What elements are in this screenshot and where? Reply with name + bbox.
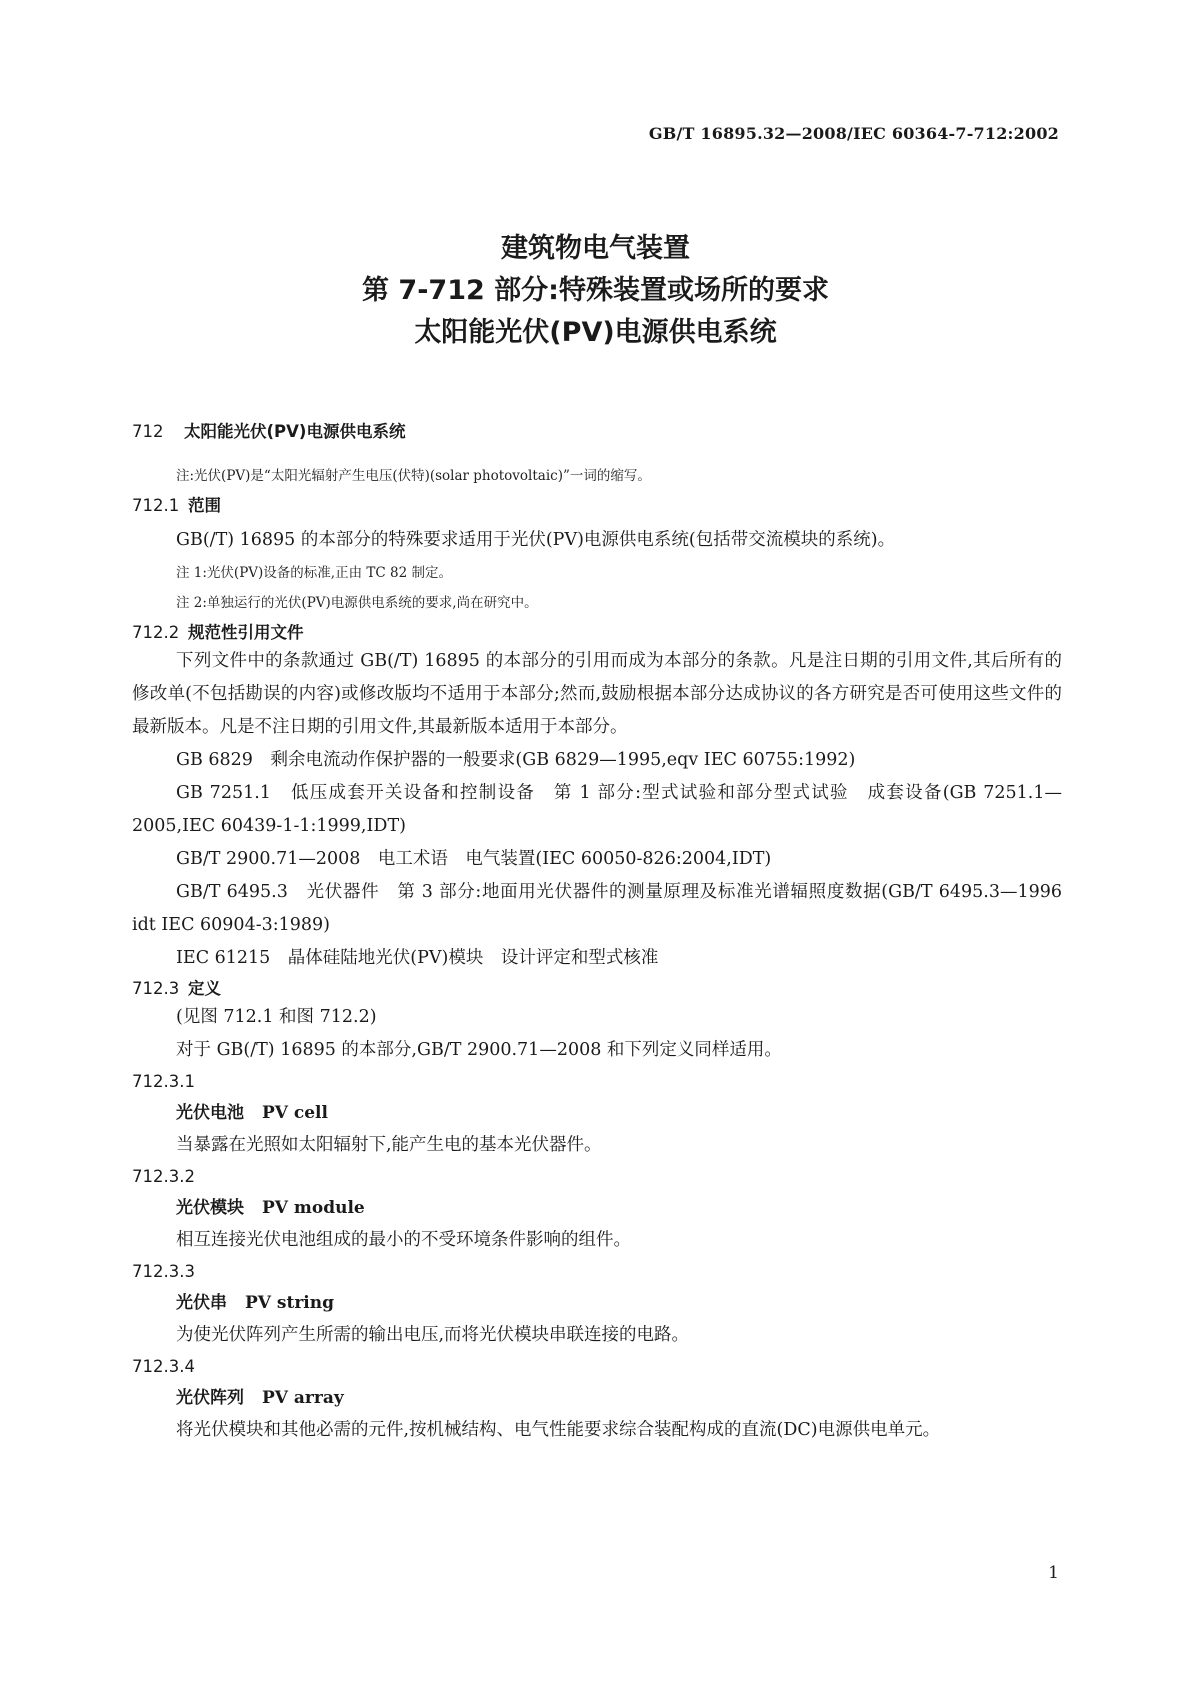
- section-note: 注:光伏(PV)是“太阳光辐射产生电压(伏特)(solar photovoltaic)”一词的缩写。: [176, 468, 651, 484]
- title-line-2: 第 7-712 部分:特殊装置或场所的要求: [362, 275, 829, 306]
- page-number: 1: [1048, 1563, 1059, 1583]
- scope-text: GB(/T) 16895 的本部分的特殊要求适用于光伏(PV)电源供电系统(包括带交流模块的系统)。: [176, 530, 896, 550]
- section-title: 太阳能光伏(PV)电源供电系统: [184, 422, 406, 441]
- section-number: 712.1: [132, 496, 180, 515]
- term-title: 光伏模块 PV module: [176, 1198, 365, 1218]
- section-heading-definitions: [132, 975, 1062, 999]
- reference-item: GB/T 2900.71—2008 电工术语 电气装置(IEC 60050-826:2004,IDT): [176, 849, 772, 869]
- term-title: 光伏串 PV string: [176, 1293, 334, 1313]
- section-title: 定义: [188, 979, 221, 998]
- term-number: 712.3.1: [132, 1072, 195, 1091]
- section-title: 范围: [188, 496, 221, 515]
- section-title: 规范性引用文件: [188, 623, 304, 642]
- references-intro: 下列文件中的条款通过 GB(/T) 16895 的本部分的引用而成为本部分的条款。凡是注日期的引用文件,其后所有的修改单(不包括勘误的内容)或修改版均不适用于本部分;然而,鼓励根据本部分达成协议的各方研究是否可使用这些文件的最新版本。凡是不注日期的引用文件,其最新版本适用于本部分。: [132, 651, 1062, 737]
- term-definition: 为使光伏阵列产生所需的输出电压,而将光伏模块串联连接的电路。: [176, 1325, 690, 1345]
- reference-item: GB/T 6495.3 光伏器件 第 3 部分:地面用光伏器件的测量原理及标准光谱辐照度数据(GB/T 6495.3—1996 idt IEC 60904-3:1989): [132, 882, 1062, 935]
- title-line-1: 建筑物电气装置: [501, 233, 690, 264]
- title-line-3: 太阳能光伏(PV)电源供电系统: [414, 317, 777, 348]
- definitions-see-figures: (见图 712.1 和图 712.2): [176, 1007, 377, 1027]
- term-title: 光伏电池 PV cell: [176, 1103, 328, 1123]
- section-number: 712: [132, 422, 164, 441]
- section-heading-scope: [132, 492, 1062, 516]
- definitions-intro: 对于 GB(/T) 16895 的本部分,GB/T 2900.71—2008 和下列定义同样适用。: [176, 1040, 782, 1060]
- document-body: [132, 418, 1062, 1447]
- term-definition: 当暴露在光照如太阳辐射下,能产生电的基本光伏器件。: [176, 1135, 602, 1155]
- section-heading-712: [132, 418, 1062, 442]
- standard-number: GB/T 16895.32—2008/IEC 60364-7-712:2002: [648, 124, 1059, 143]
- scope-note-1: 注 1:光伏(PV)设备的标准,正由 TC 82 制定。: [176, 565, 452, 581]
- document-title: [0, 228, 1191, 354]
- section-heading-references: [132, 619, 1062, 643]
- reference-item: IEC 61215 晶体硅陆地光伏(PV)模块 设计评定和型式核准: [176, 948, 659, 968]
- scope-note-2: 注 2:单独运行的光伏(PV)电源供电系统的要求,尚在研究中。: [176, 595, 538, 611]
- term-definition: 相互连接光伏电池组成的最小的不受环境条件影响的组件。: [176, 1230, 631, 1250]
- term-number: 712.3.2: [132, 1167, 195, 1186]
- reference-item: GB 6829 剩余电流动作保护器的一般要求(GB 6829—1995,eqv IEC 60755:1992): [176, 750, 856, 770]
- term-number: 712.3.3: [132, 1262, 195, 1281]
- term-title: 光伏阵列 PV array: [176, 1388, 344, 1408]
- term-number: 712.3.4: [132, 1357, 195, 1376]
- section-number: 712.2: [132, 623, 180, 642]
- term-definition: 将光伏模块和其他必需的元件,按机械结构、电气性能要求综合装配构成的直流(DC)电源供电单元。: [176, 1420, 941, 1440]
- reference-item: GB 7251.1 低压成套开关设备和控制设备 第 1 部分:型式试验和部分型式试验 成套设备(GB 7251.1—2005,IEC 60439-1-1:1999,IDT): [132, 783, 1062, 836]
- section-number: 712.3: [132, 979, 180, 998]
